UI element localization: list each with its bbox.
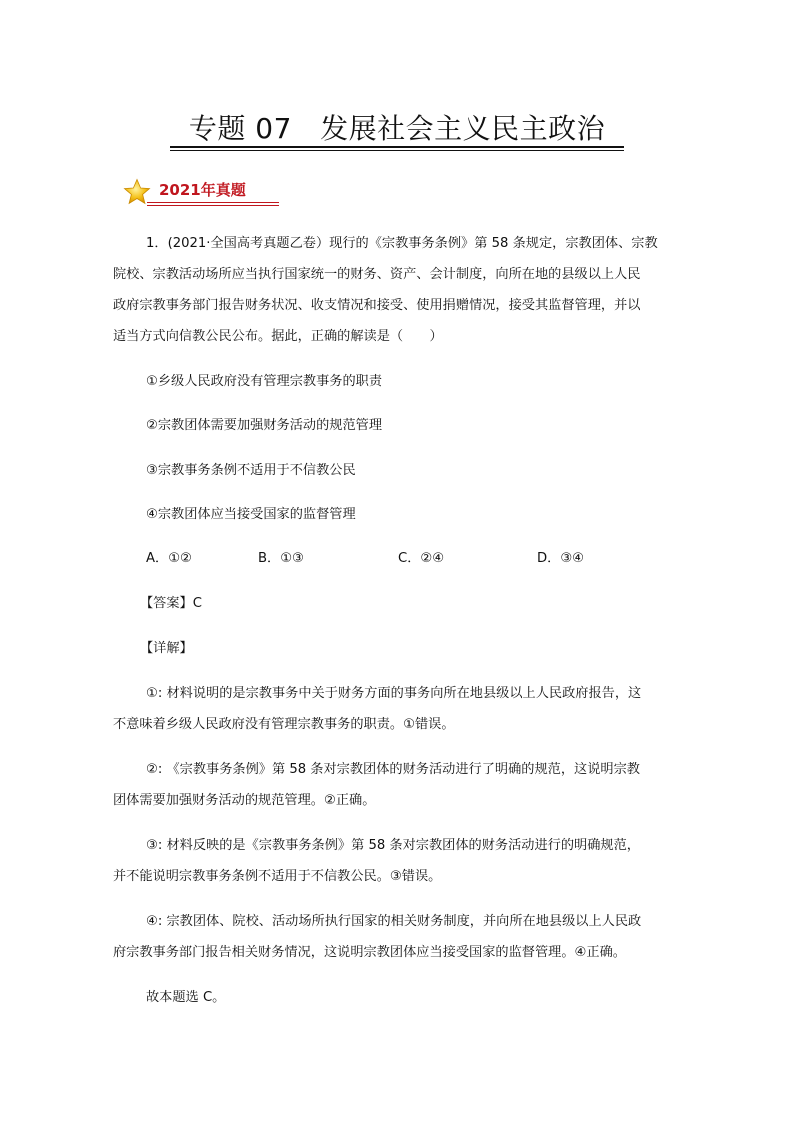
explanation-3-line-2: 并不能说明宗教事务条例不适用于不信教公民。③错误。: [113, 869, 442, 884]
section-label: 2021年真题: [159, 181, 246, 199]
question-line-1: 1．(2021·全国高考真题乙卷）现行的《宗教事务条例》第 58 条规定，宗教团体、宗教: [146, 236, 658, 251]
question-line-2: 院校、宗教活动场所应当执行国家统一的财务、资产、会计制度，向所在地的县级以上人民: [113, 267, 641, 282]
statement-2: ②宗教团体需要加强财务活动的规范管理: [146, 418, 383, 433]
explanation-1-line-1: ①: 材料说明的是宗教事务中关于财务方面的事务向所在地县级以上人民政府报告，这: [146, 686, 642, 701]
section-underline-2: [147, 205, 279, 206]
title-underline-thin: [170, 150, 624, 151]
option-a: A．①②: [146, 551, 192, 566]
section-underline: [147, 202, 279, 203]
detail-label: 【详解】: [140, 641, 193, 656]
explanation-2-line-2: 团体需要加强财务活动的规范管理。②正确。: [113, 793, 376, 808]
page-title-wrap: [170, 112, 624, 146]
explanation-4-line-1: ④: 宗教团体、院校、活动场所执行国家的相关财务制度，并向所在地县级以上人民政: [146, 914, 642, 929]
explanation-4-line-2: 府宗教事务部门报告相关财务情况，这说明宗教团体应当接受国家的监督管理。④正确。: [113, 945, 626, 960]
question-line-3: 政府宗教事务部门报告财务状况、收支情况和接受、使用捐赠情况，接受其监督管理，并以: [113, 298, 641, 313]
explanation-1-line-2: 不意味着乡级人民政府没有管理宗教事务的职责。①错误。: [113, 717, 455, 732]
answer: 【答案】C: [140, 596, 202, 611]
title-underline: [170, 146, 624, 148]
option-d: D．③④: [537, 551, 584, 566]
statement-4: ④宗教团体应当接受国家的监督管理: [146, 507, 356, 522]
conclusion: 故本题选 C。: [146, 990, 226, 1005]
option-b: B．①③: [258, 551, 304, 566]
explanation-2-line-1: ②: 《宗教事务条例》第 58 条对宗教团体的财务活动进行了明确的规范，这说明宗教: [146, 762, 640, 777]
explanation-3-line-1: ③: 材料反映的是《宗教事务条例》第 58 条对宗教团体的财务活动进行的明确规范，: [146, 838, 640, 853]
page-title: 专题 07 发展社会主义民主政治: [188, 112, 606, 145]
statement-1: ①乡级人民政府没有管理宗教事务的职责: [146, 374, 383, 389]
option-c: C．②④: [398, 551, 445, 566]
question-line-4: 适当方式向信教公民公布。据此，正确的解读是（ ）: [113, 329, 443, 344]
statement-3: ③宗教事务条例不适用于不信教公民: [146, 463, 356, 478]
